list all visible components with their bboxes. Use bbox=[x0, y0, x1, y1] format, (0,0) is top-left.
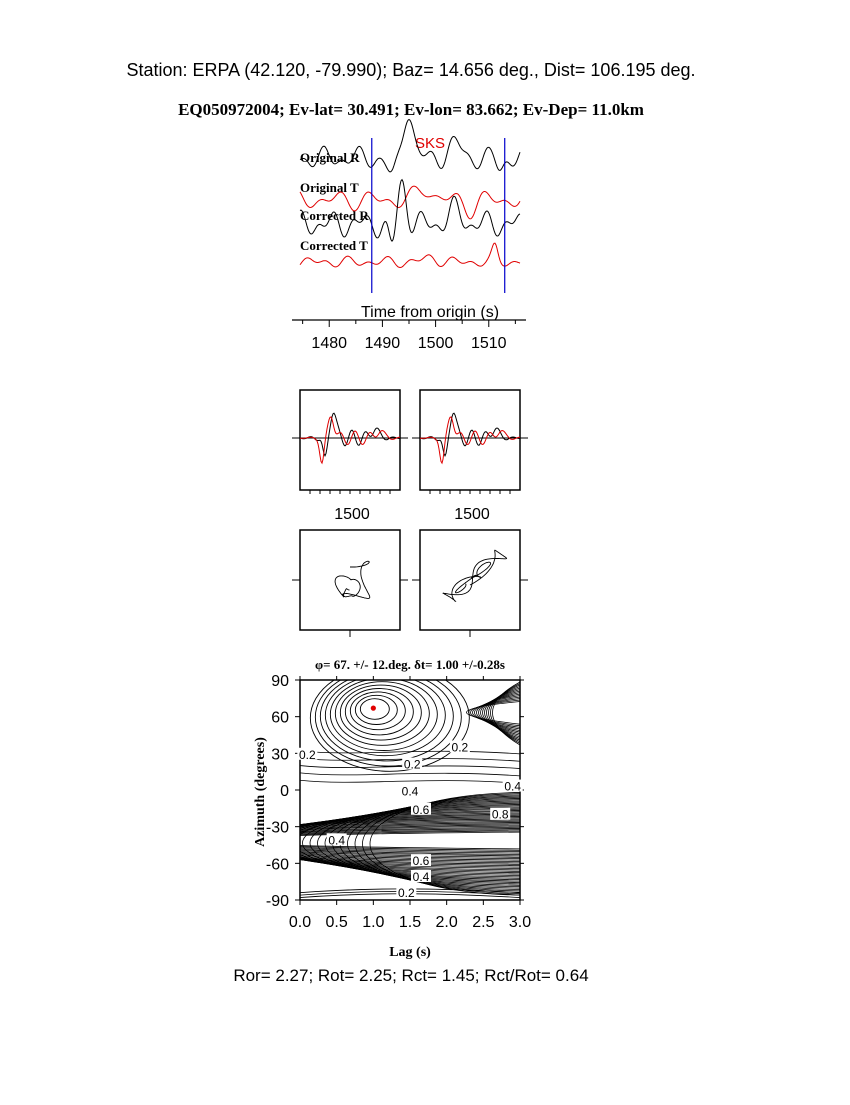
contour-line bbox=[325, 675, 445, 756]
best-fit-marker bbox=[371, 706, 376, 711]
overlay-trace-black bbox=[300, 413, 400, 456]
particle-motion-corrected bbox=[443, 550, 507, 601]
contour-line bbox=[355, 695, 397, 724]
grid-y-tick-label: 0 bbox=[280, 783, 289, 800]
overlay-trace-red bbox=[420, 417, 520, 463]
contour-line bbox=[473, 697, 521, 729]
contour-label: 0.6 bbox=[412, 854, 430, 869]
contour-label: 0.4 bbox=[328, 833, 346, 848]
contour-line bbox=[300, 773, 520, 776]
misfit-grid bbox=[210, 657, 532, 960]
contour-label: 0.2 bbox=[298, 747, 316, 762]
contour-label: 0.2 bbox=[397, 885, 415, 900]
contour-line bbox=[340, 685, 421, 740]
station-info: Station: ERPA (42.120, -79.990); Baz= 14.656 deg., Dist= 106.195 deg. bbox=[126, 60, 696, 80]
overlay-trace-black bbox=[420, 413, 520, 456]
trace-label-corrected-r: Corrected R bbox=[300, 208, 369, 223]
grid-y-tick-label: 30 bbox=[271, 746, 289, 764]
contour-label: 0.4 bbox=[504, 779, 522, 794]
particle-motion-original bbox=[335, 561, 370, 598]
phase-label: SKS bbox=[415, 135, 446, 152]
particle-motion bbox=[292, 530, 528, 637]
grid-x-tick-label: 2.5 bbox=[472, 914, 495, 931]
time-axis-label: Time from origin (s) bbox=[360, 304, 500, 321]
grid-ylabel: Azimuth (degrees) bbox=[253, 737, 268, 847]
grid-x-tick-label: 1.5 bbox=[398, 914, 422, 931]
trace-label-corrected-t: Corrected T bbox=[300, 238, 368, 253]
trace-panel bbox=[292, 120, 526, 353]
grid-x-tick-label: 1.0 bbox=[362, 914, 385, 931]
grid-title: φ= 67. +/- 12.deg. δt= 1.00 +/-0.28s bbox=[314, 657, 506, 672]
grid-y-tick-label: -60 bbox=[265, 856, 289, 874]
particle-box-original bbox=[300, 530, 400, 630]
contour-line bbox=[300, 780, 520, 783]
grid-x-tick-label: 0.0 bbox=[288, 914, 312, 931]
time-tick-label: 1480 bbox=[311, 335, 348, 352]
grid-x-tick-label: 0.5 bbox=[325, 914, 348, 931]
contour-label: 0.2 bbox=[451, 740, 469, 755]
grid-y-tick-label: -30 bbox=[265, 819, 289, 837]
waveform-overlays bbox=[292, 390, 528, 523]
time-tick-label: 1510 bbox=[470, 335, 507, 352]
event-info: EQ050972004; Ev-lat= 30.491; Ev-lon= 83.662; Ev-Dep= 11.0km bbox=[178, 100, 644, 119]
contour-label: 0.6 bbox=[412, 802, 430, 817]
contour-label: 0.8 bbox=[491, 807, 509, 822]
overlay-tick-label-left: 1500 bbox=[334, 506, 370, 523]
grid-y-tick-label: 90 bbox=[271, 673, 289, 690]
ratio-summary: Ror= 2.27; Rot= 2.25; Rct= 1.45; Rct/Rot= 0.64 bbox=[233, 966, 589, 985]
grid-y-tick-label: 60 bbox=[271, 709, 289, 727]
overlay-tick-label-right: 1500 bbox=[454, 506, 490, 523]
grid-y-tick-label: -90 bbox=[265, 893, 289, 910]
time-tick-label: 1490 bbox=[364, 335, 401, 352]
time-tick-label: 1500 bbox=[417, 335, 454, 352]
grid-x-tick-label: 2.0 bbox=[435, 914, 458, 931]
trace-label-original-r: Original R bbox=[300, 150, 360, 165]
grid-xlabel: Lag (s) bbox=[389, 945, 431, 960]
contour-label: 0.2 bbox=[403, 757, 421, 772]
trace-label-original-t: Original T bbox=[300, 180, 359, 195]
overlay-trace-red bbox=[300, 417, 400, 463]
contour-label: 0.4 bbox=[401, 784, 419, 799]
contour-line bbox=[335, 682, 429, 746]
contour-label: 0.4 bbox=[412, 870, 430, 884]
grid-x-tick-label: 3.0 bbox=[508, 914, 532, 931]
